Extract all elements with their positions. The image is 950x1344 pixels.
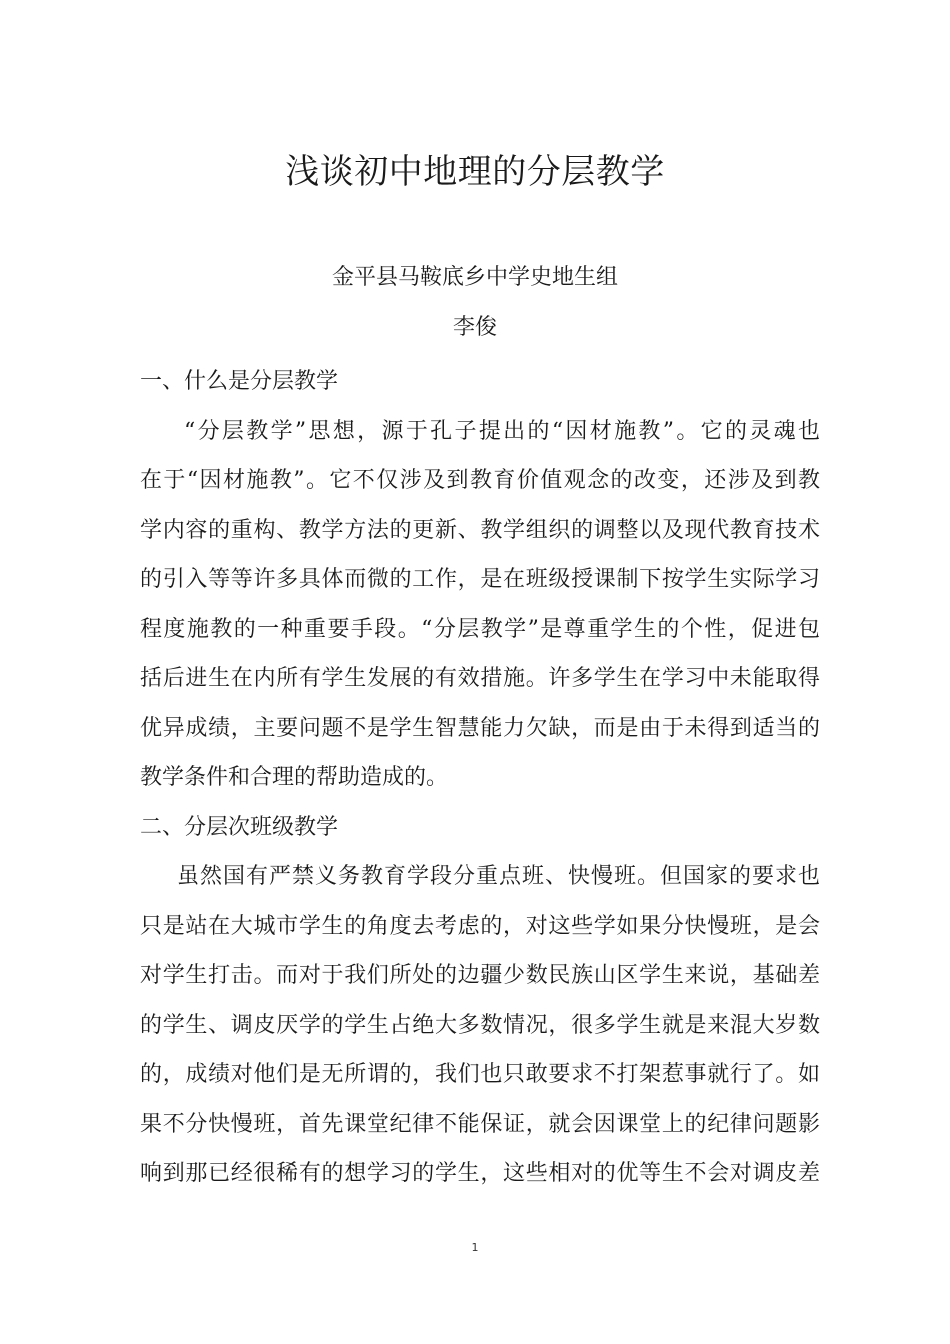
paragraph-line: 程度施教的一种重要手段。“分层教学”是尊重学生的个性，促进包 [140,616,820,642]
paragraph-line: 果不分快慢班，首先课堂纪律不能保证，就会因课堂上的纪律问题影 [140,1111,820,1137]
document-body [140,357,820,1199]
section-paragraph-1 [140,407,820,803]
author-name: 李俊 [452,315,497,340]
paragraph-line: 优异成绩，主要问题不是学生智慧能力欠缺，而是由于未得到适当的 [140,715,820,741]
section-heading-1: 一、什么是分层教学 [140,369,339,394]
document-title: 浅谈初中地理的分层教学 [285,152,665,192]
section-heading-2: 二、分层次班级教学 [140,814,339,840]
paragraph-line: 的引入等等许多具体而微的工作，是在班级授课制下按学生实际学习 [140,567,820,592]
paragraph-line: 的学生、调皮厌学的学生占绝大多数情况，很多学生就是来混大岁数 [140,1012,820,1038]
paragraph-line: 在于“因材施教”。它不仅涉及到教育价值观念的改变，还涉及到教 [140,468,820,493]
paragraph-line: 括后进生在内所有学生发展的有效措施。许多学生在学习中未能取得 [140,666,820,691]
paragraph-line: 的，成绩对他们是无所谓的，我们也只敢要求不打架惹事就行了。如 [140,1062,820,1087]
section-paragraph-2 [140,852,820,1199]
paragraph-line: 对学生打击。而对于我们所处的边疆少数民族山区学生来说，基础差 [140,963,820,988]
paragraph-line: 响到那已经很稀有的想学习的学生，这些相对的优等生不会对调皮差 [140,1161,820,1186]
paragraph-line: 学内容的重构、教学方法的更新、教学组织的调整以及现代教育技术 [140,517,820,543]
paragraph-line: 教学条件和合理的帮助造成的。 [140,765,449,790]
page-number: 1 [471,1241,479,1254]
paragraph-line: 虽然国有严禁义务教育学段分重点班、快慢班。但国家的要求也 [177,864,820,889]
paragraph-line: 只是站在大城市学生的角度去考虑的，对这些学如果分快慢班，是会 [140,913,820,939]
paragraph-line: “分层教学”思想，源于孔子提出的“因材施教”。它的灵魂也 [184,418,820,444]
author-unit: 金平县马鞍底乡中学史地生组 [331,265,618,290]
